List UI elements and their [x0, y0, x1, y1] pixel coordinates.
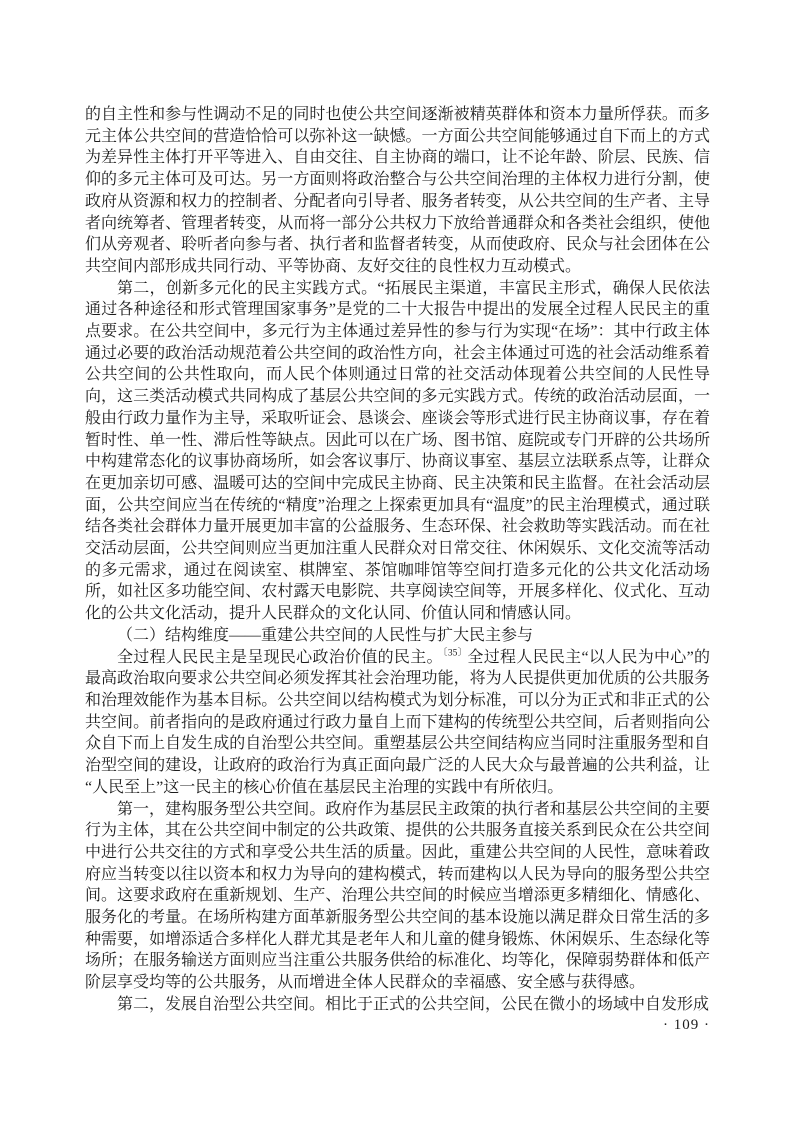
document-body — [85, 104, 710, 1016]
text-run: （二）结构维度——重建公共空间的人民性与扩大民主参与 — [117, 626, 534, 644]
text-run: 第二，发展自治型公共空间。相比于正式的公共空间，公民在微小的场域中自发形成 — [117, 995, 710, 1013]
text-run: 第二，创新多元化的民主实践方式。“拓展民主渠道，丰富民主形式，确保人民依法通过各种途径和形式管理国家事务”是党的二十大报告中提出的发展全过程人民民主的重点要求。在公共空间中，多元行为主体通过差异性的参与行为实现“在场”：其中行政主体通过必要的政治活动规范着公共空间的政治性方向，社会主体通过可选的社会活动维系着公共空间的公共性取向，而人民个体则通过日常的社交活动体现着公共空间的人民性导向，这三类活动模式共同构成了基层公共空间的多元实践方式。传统的政治活动层面，一般由行政力量作为主导，采取听证会、恳谈会、座谈会等形式进行民主协商议事，存在着暂时性、单一性、滞后性等缺点。因此可以在广场、图书馆、庭院或专门开辟的公共场所中构建常态化的议事协商场所，如会客议事厅、协商议事室、基层立法联系点等，让群众在更加亲切可感、温暖可达的空间中完成民主协商、民主决策和民主监督。在社会活动层面，公共空间应当在传统的“精度”治理之上探索更加具有“温度”的民主治理模式，通过联结各类社会群体力量开展更加丰富的公益服务、生态环保、社会救助等实践活动。而在社交活动层面，公共空间则应当更加注重人民群众对日常交往、休闲娱乐、文化交流等活动的多元需求，通过在阅读室、棋牌室、茶馆咖啡馆等空间打造多元化的公共文化活动场所，如社区多功能空间、农村露天电影院、共享阅读空间等，开展多样化、仪式化、互动化的公共文化活动，提升人民群众的文化认同、价值认同和情感认同。 — [85, 279, 710, 623]
para-second-autonomous-space — [85, 994, 710, 1016]
text-run: 全过程人民民主是呈现民心政治价值的民主。 — [117, 648, 443, 666]
para-whole-process-democracy — [85, 647, 710, 799]
text-run: 第一，建构服务型公共空间。政府作为基层民主政策的执行者和基层公共空间的主要行为主体，其在公共空间中制定的公共政策、提供的公共服务直接关系到民众在公共空间中进行公共交往的方式和享受公共生活的质量。因此，重建公共空间的人民性，意味着政府应当转变以往以资本和权力为导向的建构模式，转而建构以人民为导向的服务型公共空间。这要求政府在重新规划、生产、治理公共空间的时候应当增添更多精细化、情感化、服务化的考量。在场所构建方面革新服务型公共空间的基本设施以满足群众日常生活的多种需要，如增添适合多样化人群尤其是老年人和儿童的健身锻炼、休闲娱乐、生态绿化等场所；在服务输送方面则应当注重公共服务供给的标准化、均等化，保障弱势群体和低产阶层享受均等的公共服务，从而增进全体人民群众的幸福感、安全感与获得感。 — [85, 800, 710, 992]
para-first-service-oriented-space — [85, 799, 710, 994]
heading-structural-dimension — [85, 625, 710, 647]
page-number: · 109 · — [663, 1017, 710, 1033]
text-run: 全过程人民民主“以人民为中心”的最高政治取向要求公共空间必须发挥其社会治理功能，将为人民提供更加优质的公共服务和治理效能作为基本目标。公共空间以结构模式为划分标准，可以分为正式和非正式的公共空间。前者指向的是政府通过行政力量自上而下建构的传统型公共空间，后者则指向公众自下而上自发生成的自治型公共空间。重塑基层公共空间结构应当同时注重服务型和自治型空间的建设，让政府的政治行为真正面向最广泛的人民大众与最普遍的公共利益，让“人民至上”这一民主的核心价值在基层民主治理的实践中有所依归。 — [85, 648, 710, 796]
text-run: 的自主性和参与性调动不足的同时也使公共空间逐渐被精英群体和资本力量所俘获。而多元主体公共空间的营造恰恰可以弥补这一缺憾。一方面公共空间能够通过自下而上的方式为差异性主体打开平等进入、自由交往、自主协商的端口，让不论年龄、阶层、民族、信仰的多元主体可及可达。另一方面则将政治整合与公共空间治理的主体权力进行分割，使政府从资源和权力的控制者、分配者向引导者、服务者转变，从公共空间的生产者、主导者向统筹者、管理者转变，从而将一部分公共权力下放给普通群众和各类社会组织，使他们从旁观者、聆听者向参与者、执行者和监督者转变，从而使政府、民众与社会团体在公共空间内部形成共同行动、平等协商、友好交往的良性权力互动模式。 — [85, 106, 710, 275]
para-continuation-multi-subject-space — [85, 104, 710, 278]
para-second-innovate-democratic-practice — [85, 278, 710, 625]
footnote-marker: 〔35〕 — [442, 648, 468, 659]
